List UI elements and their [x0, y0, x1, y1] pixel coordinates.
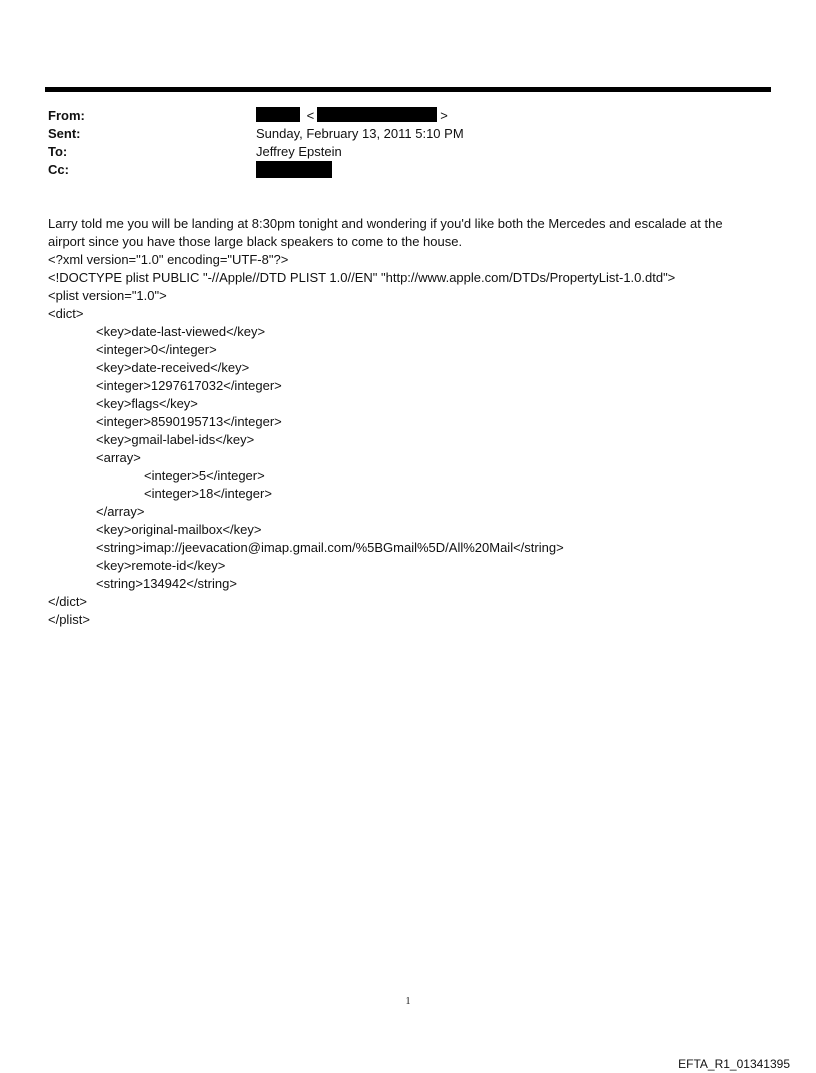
plist-line: <integer>1297617032</integer>	[96, 378, 282, 393]
redacted-sender-email	[317, 107, 437, 122]
redacted-cc	[256, 161, 332, 178]
plist-line: <dict>	[48, 306, 84, 321]
plist-line: </dict>	[48, 594, 88, 609]
plist-line: <array>	[96, 450, 141, 465]
message-line: airport since you have those large black speakers to come to the house.	[48, 234, 463, 249]
cc-row	[48, 161, 748, 179]
sent-value: Sunday, February 13, 2011 5:10 PM	[256, 126, 464, 141]
document-id: EFTA_R1_01341395	[678, 1057, 790, 1071]
from-label: From:	[48, 108, 85, 123]
sent-label: Sent:	[48, 126, 81, 141]
sent-row	[48, 125, 748, 143]
plist-line: <string>imap://jeevacation@imap.gmail.com/%5BGmail%5D/All%20Mail</string>	[96, 540, 564, 555]
plist-line: <key>remote-id</key>	[96, 558, 226, 573]
plist-line: <plist version="1.0">	[48, 288, 167, 303]
plist-line: <key>original-mailbox</key>	[96, 522, 262, 537]
cc-value	[256, 161, 332, 181]
redacted-sender-name	[256, 107, 300, 122]
plist-line: <!DOCTYPE plist PUBLIC "-//Apple//DTD PLIST 1.0//EN" "http://www.apple.com/DTDs/PropertyList-1.0.dtd">	[48, 270, 676, 285]
plist-line: <key>gmail-label-ids</key>	[96, 432, 255, 447]
to-value: Jeffrey Epstein	[256, 144, 342, 159]
plist-line: <string>134942</string>	[96, 576, 237, 591]
from-value	[256, 107, 451, 125]
plist-line: <?xml version="1.0" encoding="UTF-8"?>	[48, 252, 289, 267]
header-divider	[45, 87, 771, 92]
plist-line: </plist>	[48, 612, 90, 627]
plist-line: <key>date-received</key>	[96, 360, 250, 375]
page-number: 1	[405, 996, 411, 1007]
plist-line: <key>date-last-viewed</key>	[96, 324, 266, 339]
plist-line: <key>flags</key>	[96, 396, 198, 411]
to-row	[48, 143, 748, 161]
to-label: To:	[48, 144, 68, 159]
from-close-bracket: >	[440, 108, 448, 123]
from-open-bracket: <	[306, 108, 315, 123]
message-line: Larry told me you will be landing at 8:30pm tonight and wondering if you'd like both the Mercedes and escalade at the	[48, 216, 723, 231]
plist-line: <integer>5</integer>	[144, 468, 265, 483]
email-header	[48, 107, 748, 179]
from-row	[48, 107, 748, 125]
plist-line: <integer>8590195713</integer>	[96, 414, 282, 429]
cc-label: Cc:	[48, 162, 69, 177]
email-body	[48, 215, 768, 629]
plist-line: <integer>18</integer>	[144, 486, 272, 501]
plist-line: </array>	[96, 504, 145, 519]
plist-line: <integer>0</integer>	[96, 342, 217, 357]
